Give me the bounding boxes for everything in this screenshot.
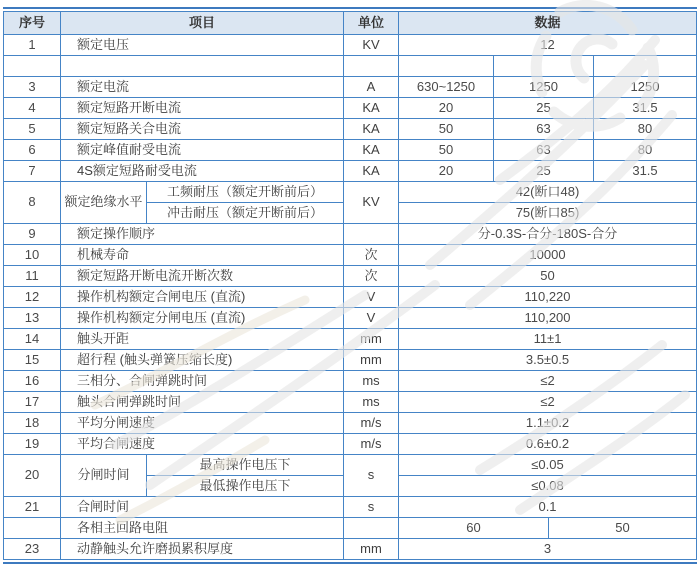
data-cell: 60 bbox=[399, 518, 549, 539]
table-row bbox=[4, 497, 697, 518]
table-row bbox=[4, 308, 697, 329]
unit-cell: 次 bbox=[344, 245, 399, 266]
data-cell: 1250 bbox=[494, 77, 594, 98]
table-row bbox=[4, 350, 697, 371]
row-number-cell: 4 bbox=[4, 98, 61, 119]
row-number-cell: 21 bbox=[4, 497, 61, 518]
table-row bbox=[4, 392, 697, 413]
row-number-cell: 8 bbox=[4, 182, 61, 224]
data-cell: 42(断口48) bbox=[399, 182, 697, 203]
unit-cell: KA bbox=[344, 140, 399, 161]
item-cell: 额定峰值耐受电流 bbox=[61, 140, 344, 161]
column-header-data: 数据 bbox=[399, 12, 697, 35]
table-row bbox=[4, 161, 697, 182]
table-row bbox=[4, 56, 697, 77]
table-row bbox=[4, 77, 697, 98]
row-number-cell: 16 bbox=[4, 371, 61, 392]
unit-cell: KA bbox=[344, 161, 399, 182]
item-cell: 额定短路开断电流开断次数 bbox=[61, 266, 344, 287]
data-cell: 25 bbox=[494, 161, 594, 182]
unit-cell: V bbox=[344, 308, 399, 329]
unit-cell: mm bbox=[344, 539, 399, 560]
unit-cell: KV bbox=[344, 35, 399, 56]
row-number-cell: 13 bbox=[4, 308, 61, 329]
data-cell: 3 bbox=[399, 539, 697, 560]
row-number-cell: 5 bbox=[4, 119, 61, 140]
table-row bbox=[4, 224, 697, 245]
row-number-cell: 10 bbox=[4, 245, 61, 266]
data-cell: 0.6±0.2 bbox=[399, 434, 697, 455]
unit-cell: KA bbox=[344, 119, 399, 140]
item-cell: 操作机构额定分闸电压 (直流) bbox=[61, 308, 344, 329]
item-cell: 分闸时间 bbox=[61, 455, 147, 497]
unit-cell: ms bbox=[344, 392, 399, 413]
item-cell: 额定短路关合电流 bbox=[61, 119, 344, 140]
column-header-item: 项目 bbox=[61, 12, 344, 35]
table-row bbox=[4, 539, 697, 560]
data-cell: 10000 bbox=[399, 245, 697, 266]
row-number-cell bbox=[4, 56, 61, 77]
item-cell: 机械寿命 bbox=[61, 245, 344, 266]
unit-cell: V bbox=[344, 287, 399, 308]
data-cell bbox=[594, 56, 697, 77]
data-cell: 25 bbox=[494, 98, 594, 119]
table-row bbox=[4, 119, 697, 140]
data-cell: ≤2 bbox=[399, 371, 697, 392]
table-row bbox=[4, 518, 697, 539]
item-cell: 额定电流 bbox=[61, 77, 344, 98]
item-cell: 动静触头允许磨损累积厚度 bbox=[61, 539, 344, 560]
item-cell: 超行程 (触头弹簧压缩长度) bbox=[61, 350, 344, 371]
sub-item-cell: 最高操作电压下 bbox=[147, 455, 344, 476]
data-cell: 20 bbox=[399, 161, 494, 182]
unit-cell: mm bbox=[344, 329, 399, 350]
data-cell: 110,220 bbox=[399, 287, 697, 308]
row-number-cell: 6 bbox=[4, 140, 61, 161]
data-cell: 分-0.3S-合分-180S-合分 bbox=[399, 224, 697, 245]
data-cell: 50 bbox=[399, 119, 494, 140]
table-row bbox=[4, 371, 697, 392]
unit-cell: 次 bbox=[344, 266, 399, 287]
data-cell: 630~1250 bbox=[399, 77, 494, 98]
header-row bbox=[4, 12, 697, 35]
unit-cell: A bbox=[344, 77, 399, 98]
data-cell: 0.1 bbox=[399, 497, 697, 518]
table-row bbox=[4, 35, 697, 56]
data-cell: 75(断口85) bbox=[399, 203, 697, 224]
item-cell: 触头开距 bbox=[61, 329, 344, 350]
row-number-cell: 15 bbox=[4, 350, 61, 371]
item-cell: 平均合闸速度 bbox=[61, 434, 344, 455]
column-header-unit: 单位 bbox=[344, 12, 399, 35]
data-cell: 3.5±0.5 bbox=[399, 350, 697, 371]
data-cell: 1.1±0.2 bbox=[399, 413, 697, 434]
data-cell: 80 bbox=[594, 119, 697, 140]
unit-cell: KA bbox=[344, 98, 399, 119]
item-cell: 操作机构额定合闸电压 (直流) bbox=[61, 287, 344, 308]
table-row bbox=[4, 182, 697, 203]
item-cell: 额定操作顺序 bbox=[61, 224, 344, 245]
data-cell: 11±1 bbox=[399, 329, 697, 350]
data-cell: 80 bbox=[594, 140, 697, 161]
unit-cell: m/s bbox=[344, 434, 399, 455]
item-cell: 平均分闸速度 bbox=[61, 413, 344, 434]
row-number-cell: 9 bbox=[4, 224, 61, 245]
row-number-cell: 20 bbox=[4, 455, 61, 497]
data-cell: 50 bbox=[399, 140, 494, 161]
data-cell: ≤2 bbox=[399, 392, 697, 413]
row-number-cell: 17 bbox=[4, 392, 61, 413]
item-cell bbox=[61, 56, 344, 77]
table-row bbox=[4, 245, 697, 266]
item-cell: 额定短路开断电流 bbox=[61, 98, 344, 119]
unit-cell: KV bbox=[344, 182, 399, 224]
row-number-cell: 3 bbox=[4, 77, 61, 98]
data-cell: 63 bbox=[494, 119, 594, 140]
unit-cell: m/s bbox=[344, 413, 399, 434]
row-number-cell: 14 bbox=[4, 329, 61, 350]
item-cell: 额定电压 bbox=[61, 35, 344, 56]
unit-cell bbox=[344, 56, 399, 77]
table-row bbox=[4, 413, 697, 434]
sub-item-cell: 最低操作电压下 bbox=[147, 476, 344, 497]
row-number-cell: 7 bbox=[4, 161, 61, 182]
row-number-cell: 11 bbox=[4, 266, 61, 287]
unit-cell bbox=[344, 224, 399, 245]
data-cell: ≤0.05 bbox=[399, 455, 697, 476]
row-number-cell: 23 bbox=[4, 539, 61, 560]
data-cell: 50 bbox=[549, 518, 697, 539]
table-row bbox=[4, 98, 697, 119]
table-row bbox=[4, 287, 697, 308]
row-number-cell bbox=[4, 518, 61, 539]
item-cell: 额定绝缘水平 bbox=[61, 182, 147, 224]
spec-table bbox=[3, 11, 697, 560]
unit-cell: ms bbox=[344, 371, 399, 392]
item-cell: 各相主回路电阻 bbox=[61, 518, 344, 539]
row-number-cell: 18 bbox=[4, 413, 61, 434]
spec-table-frame bbox=[3, 7, 697, 564]
unit-cell bbox=[344, 518, 399, 539]
row-number-cell: 12 bbox=[4, 287, 61, 308]
data-cell: 50 bbox=[399, 266, 697, 287]
data-cell: 1250 bbox=[594, 77, 697, 98]
data-cell: 31.5 bbox=[594, 98, 697, 119]
data-cell bbox=[494, 56, 594, 77]
table-row bbox=[4, 434, 697, 455]
unit-cell: s bbox=[344, 497, 399, 518]
item-cell: 三相分、合闸弹跳时间 bbox=[61, 371, 344, 392]
data-cell: 12 bbox=[399, 35, 697, 56]
data-cell: 20 bbox=[399, 98, 494, 119]
sub-item-cell: 工频耐压（额定开断前后） bbox=[147, 182, 344, 203]
item-cell: 合闸时间 bbox=[61, 497, 344, 518]
unit-cell: mm bbox=[344, 350, 399, 371]
data-cell: 31.5 bbox=[594, 161, 697, 182]
table-row bbox=[4, 266, 697, 287]
item-cell: 触头合闸弹跳时间 bbox=[61, 392, 344, 413]
column-header-no: 序号 bbox=[4, 12, 61, 35]
row-number-cell: 1 bbox=[4, 35, 61, 56]
data-cell: 110,200 bbox=[399, 308, 697, 329]
row-number-cell: 19 bbox=[4, 434, 61, 455]
unit-cell: s bbox=[344, 455, 399, 497]
item-cell: 4S额定短路耐受电流 bbox=[61, 161, 344, 182]
data-cell bbox=[399, 56, 494, 77]
table-row bbox=[4, 140, 697, 161]
table-row bbox=[4, 455, 697, 476]
data-cell: 63 bbox=[494, 140, 594, 161]
data-cell: ≤0.08 bbox=[399, 476, 697, 497]
table-row bbox=[4, 329, 697, 350]
sub-item-cell: 冲击耐压（额定开断前后） bbox=[147, 203, 344, 224]
